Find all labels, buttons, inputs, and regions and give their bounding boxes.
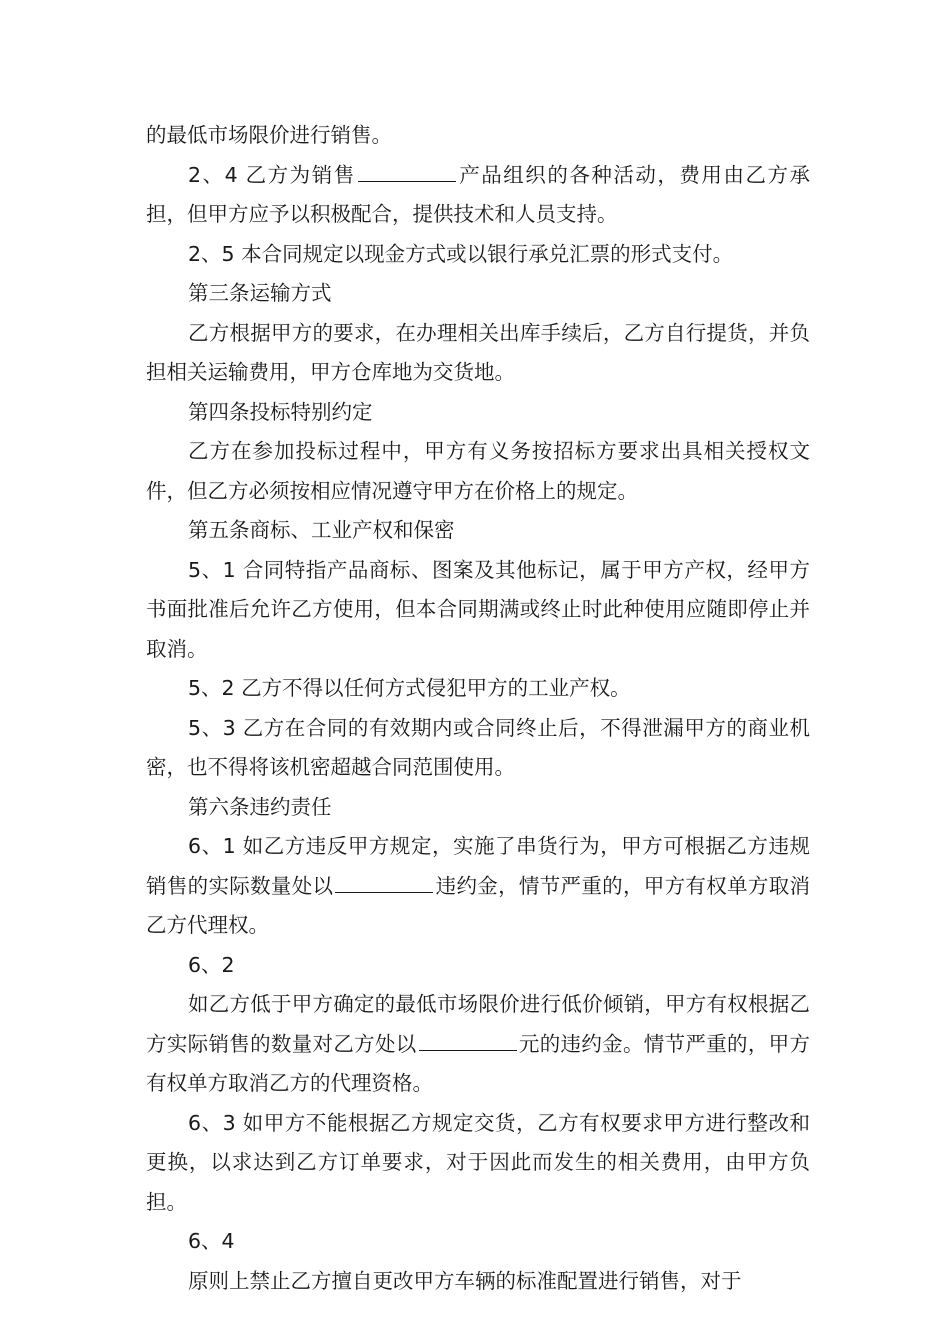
paragraph-2: [146, 156, 810, 235]
paragraph-13-before: 6、1 如乙方违反甲方规定，实施了串货行为，甲方可根据乙方违规销售的实际数量处以: [146, 834, 810, 898]
paragraph-3: 2、5 本合同规定以现金方式或以银行承兑汇票的形式支付。: [188, 241, 734, 266]
section-heading-3: 第三条运输方式: [188, 281, 332, 305]
paragraph-16: 6、3 如甲方不能根据乙方规定交货，乙方有权要求甲方进行整改和更换，以求达到乙方订单要求，对于因此而发生的相关费用，由甲方负担。: [146, 1110, 810, 1214]
paragraph-9: 5、1 合同特指产品商标、图案及其他标记，属于甲方产权，经甲方书面批准后允许乙方使用，但本合同期满或终止时此种使用应随即停止并取消。: [146, 557, 810, 661]
section-heading-5: 第五条商标、工业产权和保密: [188, 518, 455, 542]
fill-in-blank: [419, 1028, 517, 1051]
paragraph-14: 6、2: [188, 952, 235, 977]
paragraph-5: 乙方根据甲方的要求，在办理相关出库手续后，乙方自行提货，并负担相关运输费用，甲方仓库地为交货地。: [146, 320, 810, 384]
section-heading-6: 第六条违约责任: [188, 794, 332, 819]
paragraph-15-after: 元的违约金。情节严重的，甲方有权单方取消乙方的代理资格。: [146, 1031, 811, 1095]
paragraph-2-after: 产品组织的各种活动，费用由乙方承担，但甲方应予以积极配合，提供技术和人员支持。: [146, 162, 810, 226]
paragraph-1: 的最低市场限价进行销售。: [146, 123, 392, 147]
paragraph-2-before: 2、4 乙方为销售: [188, 162, 356, 187]
paragraph-11: 5、3 乙方在合同的有效期内或合同终止后，不得泄漏甲方的商业机密，也不得将该机密超越合同范围使用。: [146, 715, 810, 779]
paragraph-15: [146, 985, 810, 1104]
paragraph-7: 乙方在参加投标过程中，甲方有义务按招标方要求出具相关授权文件，但乙方必须按相应情况遵守甲方在价格上的规定。: [146, 439, 810, 503]
paragraph-10: 5、2 乙方不得以任何方式侵犯甲方的工业产权。: [188, 676, 631, 700]
paragraph-13: [146, 827, 810, 946]
section-heading-4: 第四条投标特别约定: [188, 399, 373, 424]
document-body: [146, 116, 810, 1301]
paragraph-13-after: 违约金，情节严重的，甲方有权单方取消乙方代理权。: [146, 873, 811, 937]
fill-in-blank: [358, 159, 456, 182]
paragraph-15-before: 如乙方低于甲方确定的最低市场限价进行低价倾销，甲方有权根据乙方实际销售的数量对乙方处以: [146, 992, 810, 1056]
fill-in-blank: [335, 870, 433, 893]
paragraph-18: 原则上禁止乙方擅自更改甲方车辆的标准配置进行销售，对于: [188, 1268, 742, 1293]
paragraph-17: 6、4: [188, 1229, 235, 1253]
